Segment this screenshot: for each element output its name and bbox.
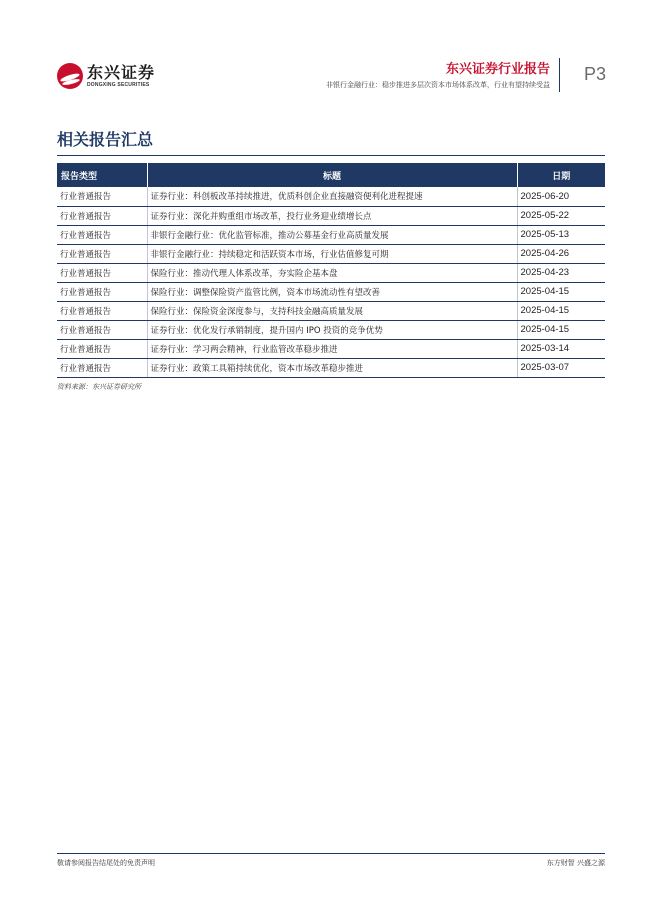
table-row: [57, 263, 605, 282]
report-title-cell[interactable]: 保险行业：调整保险资产监管比例，资本市场流动性有望改善: [147, 282, 517, 301]
table-row: [57, 301, 605, 320]
report-subtitle: 非银行金融行业：稳步推进多层次资本市场体系改革，行业有望持续受益: [326, 81, 550, 89]
report-type-cell: 行业普通报告: [57, 301, 147, 320]
report-date-cell: 2025-06-20: [517, 187, 605, 206]
column-header-type: 报告类型: [57, 163, 147, 187]
logo-wordmark: [87, 62, 156, 88]
report-title-cell[interactable]: 证券行业：政策工具箱持续优化，资本市场改革稳步推进: [147, 358, 517, 377]
table-row: [57, 320, 605, 339]
table-row: [57, 339, 605, 358]
page-header: [0, 0, 662, 100]
table-row: [57, 225, 605, 244]
report-title-cell[interactable]: 证券行业：深化并购重组市场改革，投行业务迎业绩增长点: [147, 206, 517, 225]
section-divider: [57, 155, 605, 156]
report-type-cell: 行业普通报告: [57, 263, 147, 282]
table-row: [57, 282, 605, 301]
report-date-cell: 2025-04-15: [517, 301, 605, 320]
report-title-cell[interactable]: 非银行金融行业：优化监管标准，推动公募基金行业高质量发展: [147, 225, 517, 244]
table-row: [57, 187, 605, 206]
table-row: [57, 244, 605, 263]
report-date-cell: 2025-04-15: [517, 320, 605, 339]
report-date-cell: 2025-03-14: [517, 339, 605, 358]
report-type-cell: 行业普通报告: [57, 187, 147, 206]
report-type-cell: 行业普通报告: [57, 358, 147, 377]
report-type-cell: 行业普通报告: [57, 206, 147, 225]
table-source-note: 资料来源：东兴证券研究所: [57, 383, 141, 391]
report-title-cell[interactable]: 证券行业：学习两会精神，行业监管改革稳步推进: [147, 339, 517, 358]
logo-english-name: DONGXING SECURITIES: [87, 81, 150, 88]
report-date-cell: 2025-05-13: [517, 225, 605, 244]
report-title: 东兴证券行业报告: [445, 62, 550, 77]
logo-chinese-name: 东兴证券: [87, 62, 156, 82]
table-row: [57, 358, 605, 377]
table-header-row: [57, 163, 605, 187]
report-date-cell: 2025-04-15: [517, 282, 605, 301]
report-title-cell[interactable]: 证券行业：优化发行承销制度，提升国内 IPO 投资的竞争优势: [147, 320, 517, 339]
report-type-cell: 行业普通报告: [57, 320, 147, 339]
company-slogan: 东方财智 兴盛之源: [546, 859, 605, 867]
report-date-cell: 2025-03-07: [517, 358, 605, 377]
report-date-cell: 2025-04-23: [517, 263, 605, 282]
report-type-cell: 行业普通报告: [57, 282, 147, 301]
report-type-cell: 行业普通报告: [57, 225, 147, 244]
report-date-cell: 2025-05-22: [517, 206, 605, 225]
report-title-cell[interactable]: 保险行业：推动代理人体系改革，夯实险企基本盘: [147, 263, 517, 282]
report-title-cell[interactable]: 保险行业：保险资金深度参与，支持科技金融高质量发展: [147, 301, 517, 320]
section-title: 相关报告汇总: [57, 130, 154, 149]
report-type-cell: 行业普通报告: [57, 339, 147, 358]
column-header-title: 标题: [147, 163, 517, 187]
report-type-cell: 行业普通报告: [57, 244, 147, 263]
table-row: [57, 206, 605, 225]
report-date-cell: 2025-04-26: [517, 244, 605, 263]
footer-divider: [57, 853, 605, 854]
report-title-cell[interactable]: 证券行业：科创板改革持续推进，优质科创企业直接融资便利化进程提速: [147, 187, 517, 206]
page-number: P3: [584, 64, 607, 84]
report-title-cell[interactable]: 非银行金融行业：持续稳定和活跃资本市场，行业估值修复可期: [147, 244, 517, 263]
column-header-date: 日期: [517, 163, 605, 187]
logo-emblem-icon: [57, 63, 83, 89]
related-reports-table: [57, 163, 605, 378]
disclaimer-note: 敬请参阅报告结尾处的免责声明: [57, 859, 155, 867]
company-logo: [57, 60, 167, 92]
header-divider: [559, 58, 560, 92]
